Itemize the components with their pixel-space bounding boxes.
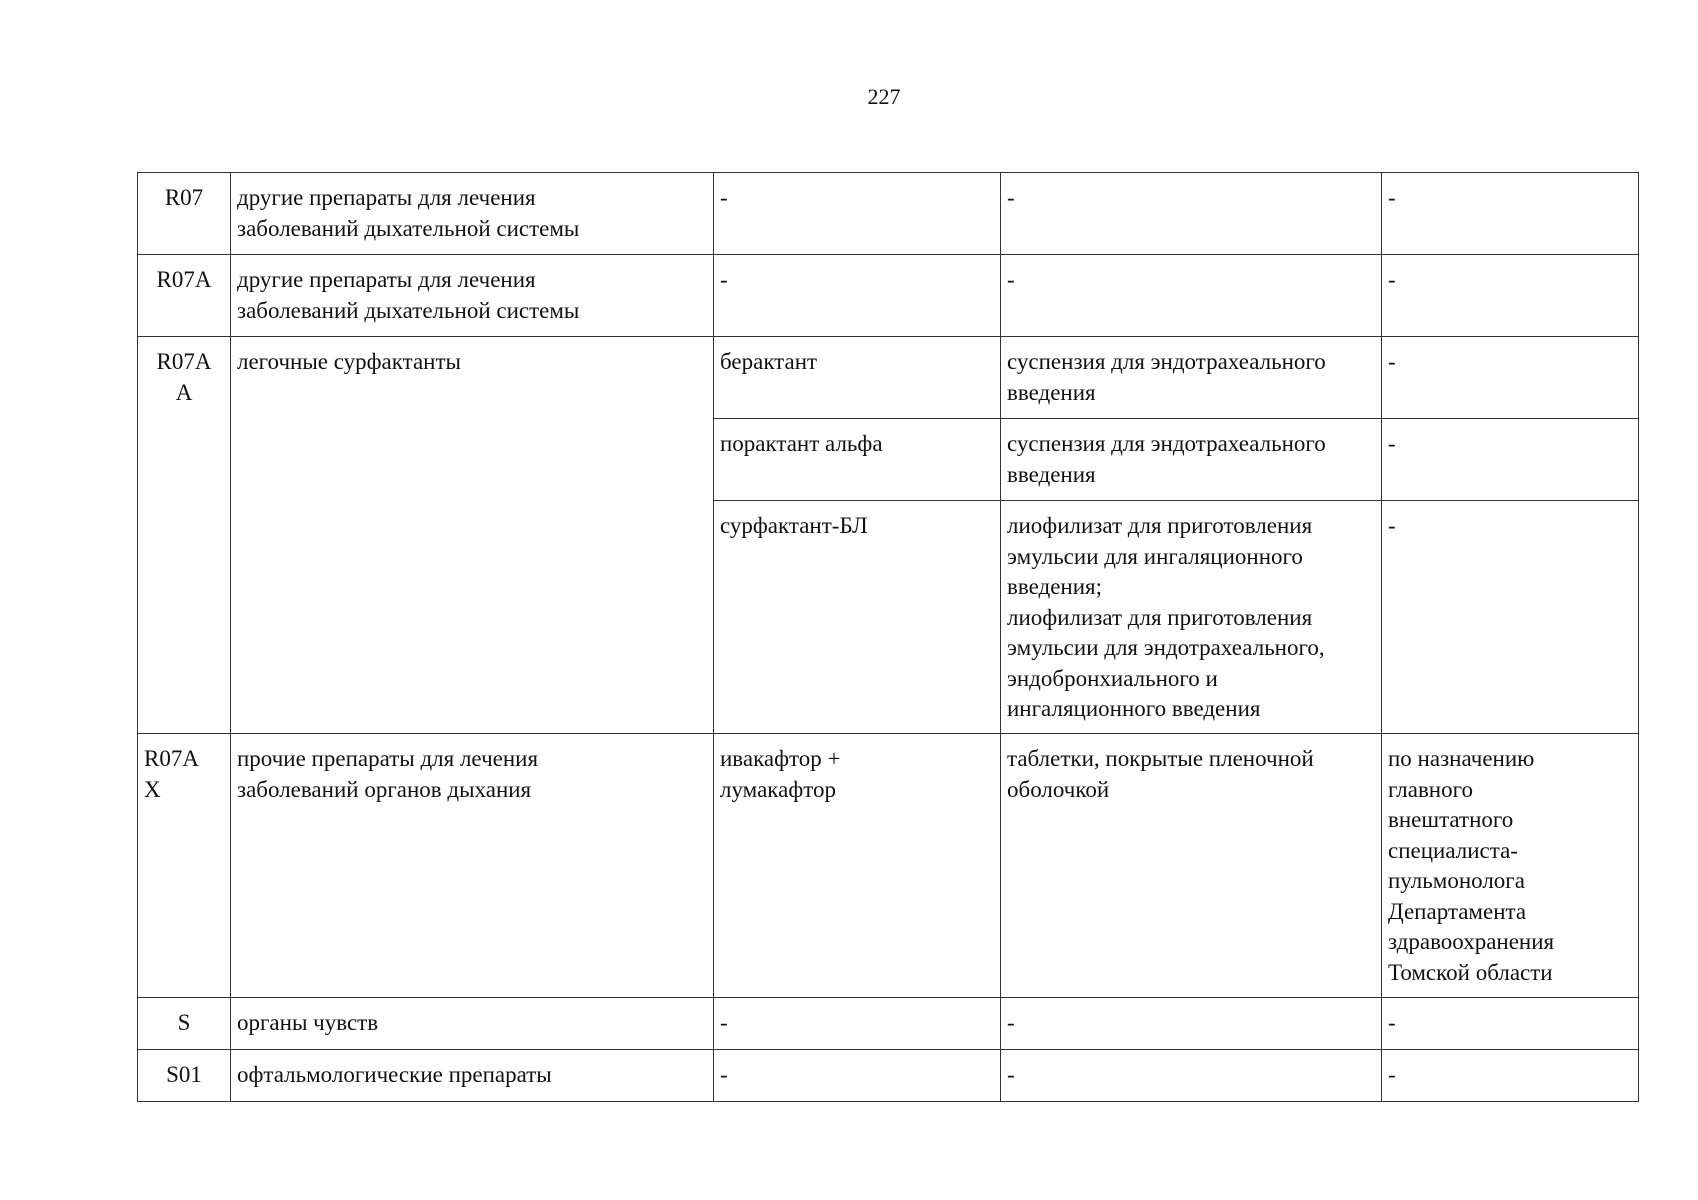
anatomical-group: другие препараты для лечения заболеваний дыхательной системы	[231, 255, 714, 337]
anatomical-group: офтальмологические препараты	[231, 1050, 714, 1102]
prescription-note: -	[1382, 173, 1639, 255]
atc-code: R07A A	[138, 337, 231, 734]
prescription-note: по назначению главного внештатного специалиста- пульмонолога Департамента здравоохранения Томской области	[1382, 734, 1639, 998]
table-row	[138, 173, 1639, 255]
anatomical-group: легочные сурфактанты	[231, 337, 714, 734]
dosage-form: суспензия для эндотрахеального введения	[1001, 419, 1382, 501]
anatomical-group: органы чувств	[231, 998, 714, 1050]
dosage-form: -	[1001, 255, 1382, 337]
drug-name: порактант альфа	[714, 419, 1001, 501]
table-row	[138, 998, 1639, 1050]
atc-code: S	[138, 998, 231, 1050]
atc-code: R07A	[138, 255, 231, 337]
atc-code: S01	[138, 1050, 231, 1102]
prescription-note: -	[1382, 998, 1639, 1050]
drug-name: ивакафтор + лумакафтор	[714, 734, 1001, 998]
dosage-form: -	[1001, 1050, 1382, 1102]
drug-name: берактант	[714, 337, 1001, 419]
drug-name: -	[714, 998, 1001, 1050]
drug-name: -	[714, 255, 1001, 337]
atc-code: R07A X	[138, 734, 231, 998]
table-row	[138, 255, 1639, 337]
dosage-form: таблетки, покрытые пленочной оболочкой	[1001, 734, 1382, 998]
drug-name: сурфактант-БЛ	[714, 501, 1001, 734]
dosage-form: лиофилизат для приготовления эмульсии для ингаляционного введения; лиофилизат для приготовления эмульсии для эндотрахеального, эндобронхиального и ингаляционного введения	[1001, 501, 1382, 734]
atc-code: R07	[138, 173, 231, 255]
drug-name: -	[714, 1050, 1001, 1102]
table-row	[138, 734, 1639, 998]
dosage-form: -	[1001, 173, 1382, 255]
table-row	[138, 337, 1639, 419]
anatomical-group: другие препараты для лечения заболеваний дыхательной системы	[231, 173, 714, 255]
prescription-note: -	[1382, 1050, 1639, 1102]
medication-table	[137, 172, 1639, 1102]
drug-name: -	[714, 173, 1001, 255]
page-number: 227	[867, 84, 901, 109]
prescription-note: -	[1382, 501, 1639, 734]
dosage-form: -	[1001, 998, 1382, 1050]
dosage-form: суспензия для эндотрахеального введения	[1001, 337, 1382, 419]
prescription-note: -	[1382, 337, 1639, 419]
anatomical-group: прочие препараты для лечения заболеваний органов дыхания	[231, 734, 714, 998]
table-row	[138, 1050, 1639, 1102]
prescription-note: -	[1382, 419, 1639, 501]
prescription-note: -	[1382, 255, 1639, 337]
